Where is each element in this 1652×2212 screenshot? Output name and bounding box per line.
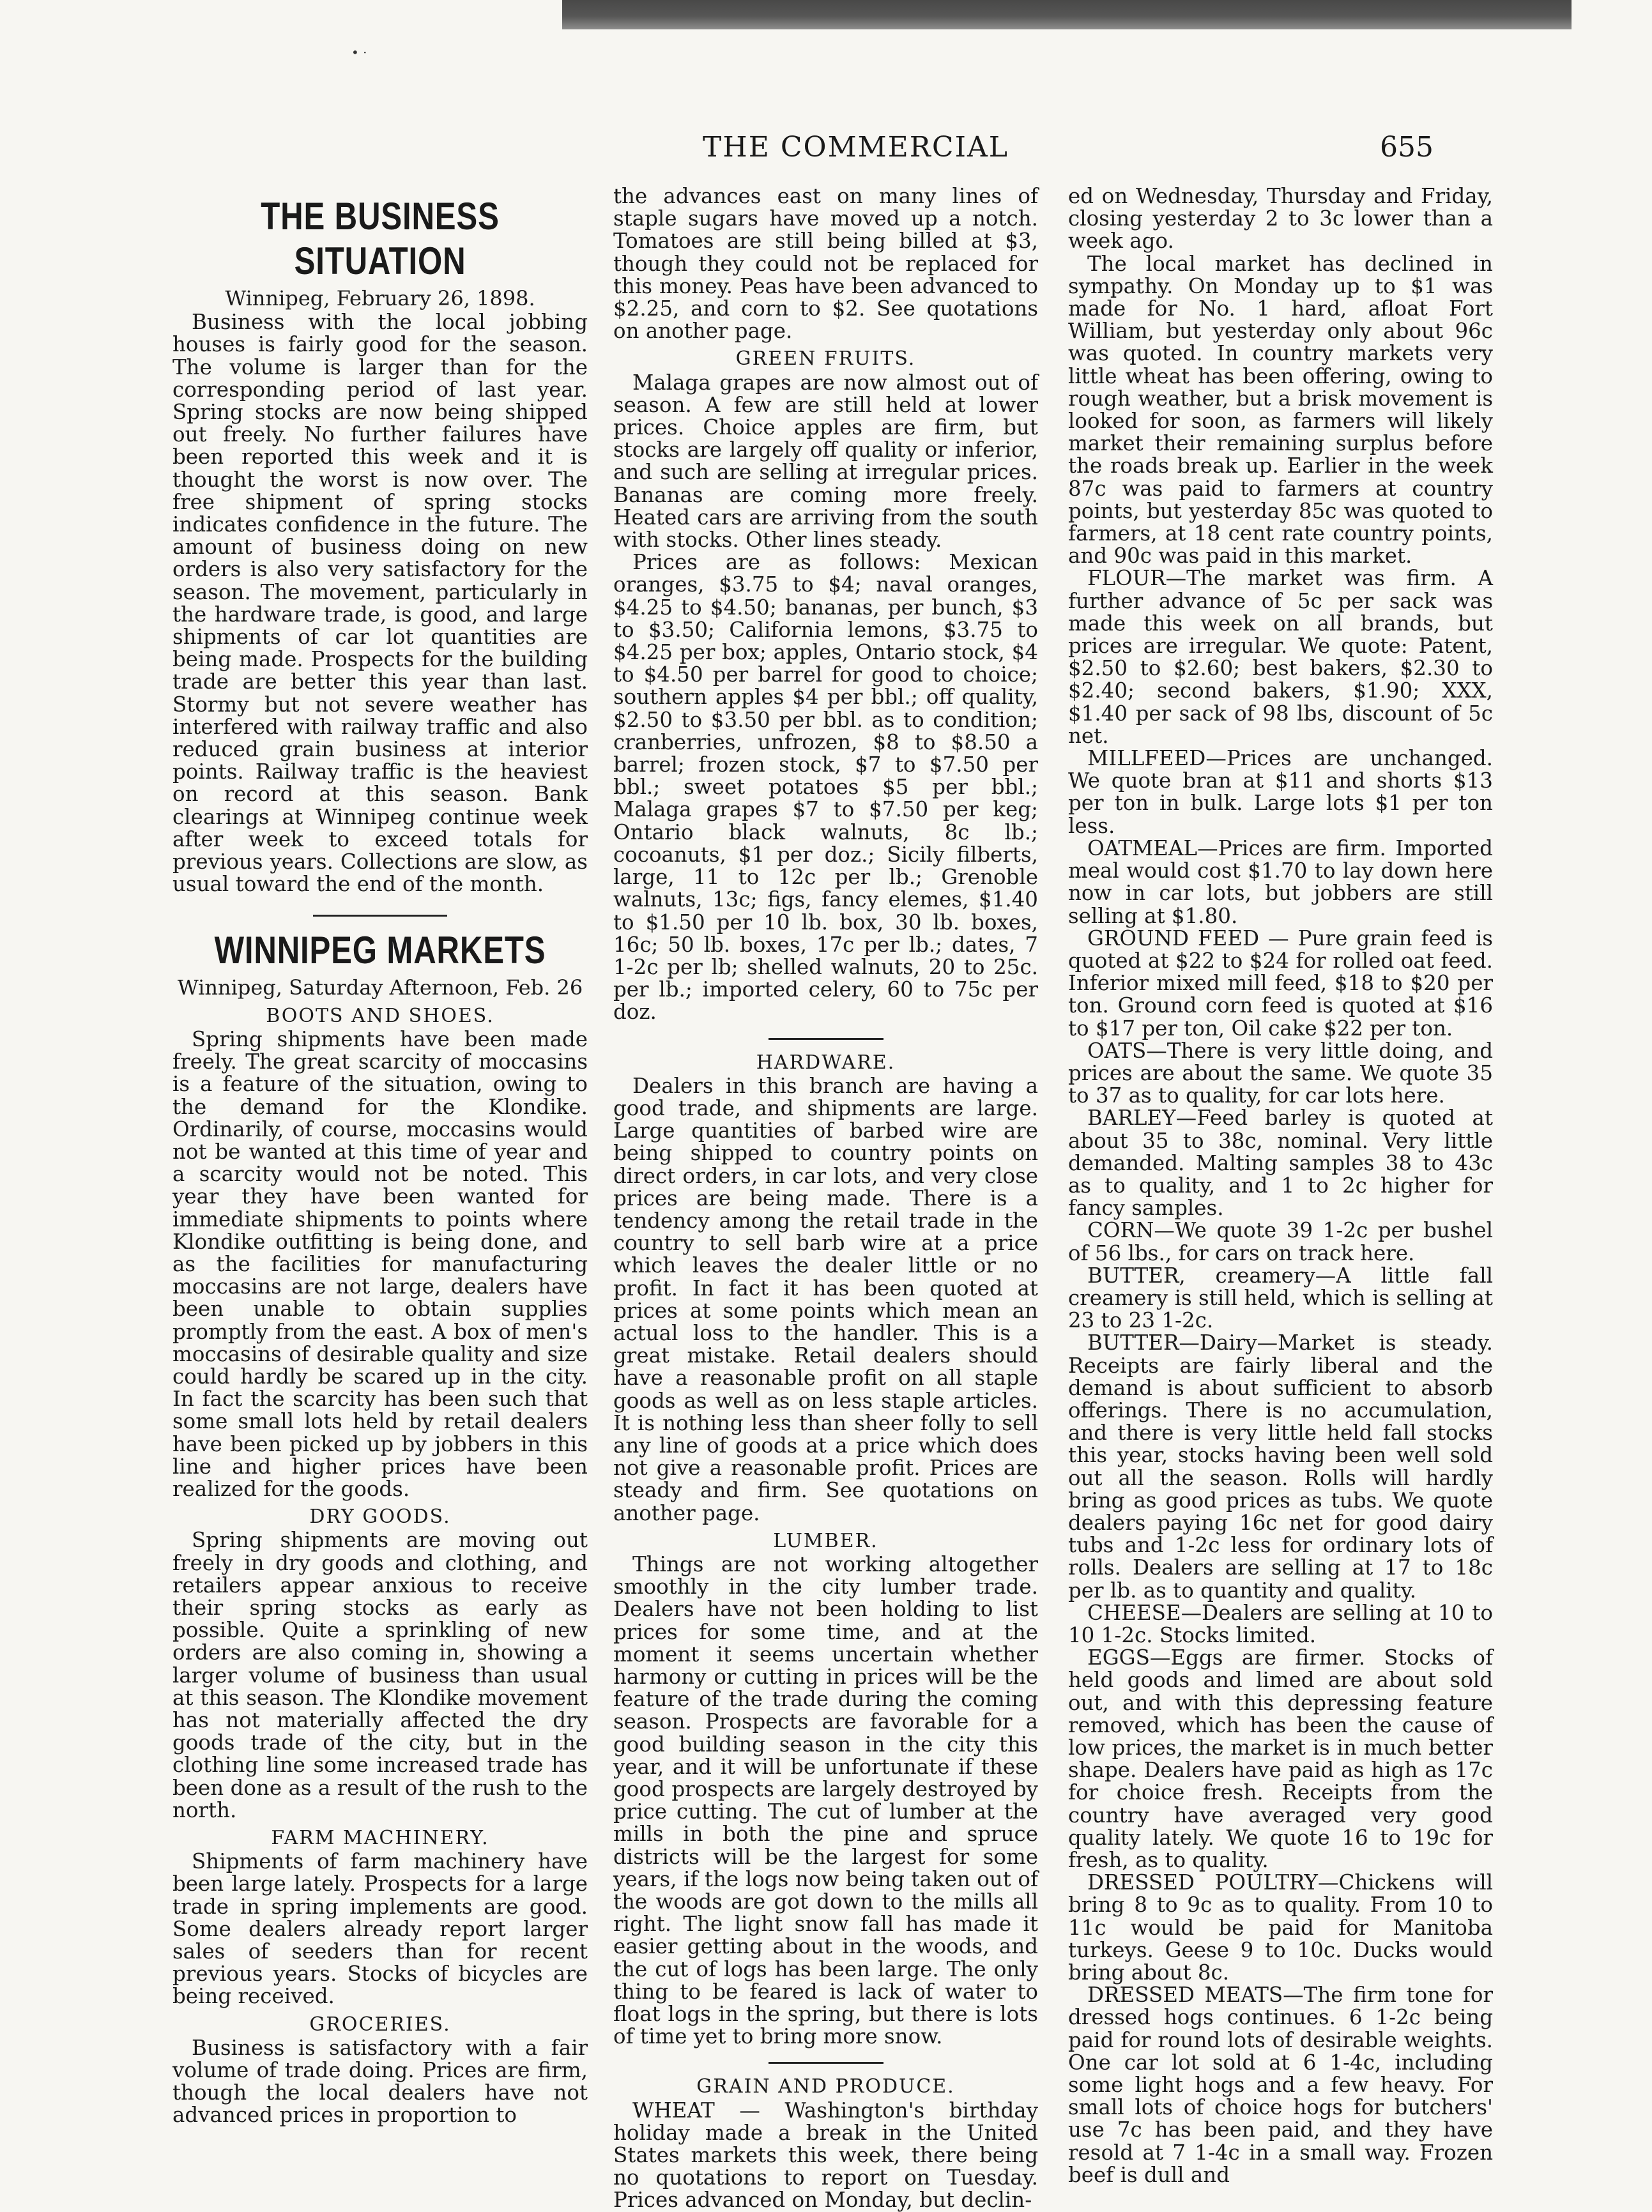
section-rule (769, 2062, 883, 2064)
boots-shoes-body: Spring shipments have been made freely. The great scarcity of moccasins is a feature of the situation, owing to the demand for the Klondike. Ordinarily, of course, moccasins would not be wanted at this time of year and a scarcity would not be noted. This year they have been wanted for immediate shipments to points where Klondike outfitting is being done, and as the facilities for manufacturing moccasins are not large, dealers have been unable to obtain supplies promptly from the east. A box of men's moccasins of desirable quality and size could hardly be scared up in the city. In fact the scarcity has been such that some small lots held by retail dealers have been picked up by jobbers in this line and higher prices have been realized for the goods. (172, 1026, 588, 1501)
groceries-body: Business is satisfactory with a fair volume of trade doing. Prices are firm, though the local dealers have not advanced prices in proportion to (172, 2035, 588, 2128)
groceries-continued: the advances east on many lines of staple sugars have moved up a notch. Tomatoes are still being billed at $3, though they could not be replaced for this money. Peas have been advanced to $2.25, and corn to $2. See quotations on another page. (613, 184, 1038, 344)
dry-goods-subheading: DRY GOODS. (309, 1506, 451, 1529)
hardware-body: Dealers in this branch are having a good trade, and shipments are large. Large quantities of barbed wire are being shipped to country points on direct orders, in car lots, and very close prices are being made. There is a tendency among the retail trade in the country to sell barb wire at a price which leaves the dealer little or no profit. In fact it has been quoted at prices at some points which mean an actual loss to the handler. This is a great mistake. Retail dealers should have a reasonable profit on all staple goods as well as on less staple articles. It is nothing less than sheer folly to sell any line of goods at a price which does not give a reasonable profit. Prices are steady and firm. See quotations on another page. (613, 1073, 1038, 1525)
green-fruits-subheading: GREEN FRUITS. (735, 347, 916, 370)
business-situation-heading: THE BUSINESS SITUATION (261, 195, 500, 282)
dressed-meats-body: DRESSED MEATS—The firm tone for dressed hogs continues. 6 1-2c being paid for round lots of desirable weights. One car lot sold at 6 1-4c, including some light hogs and a few heavy. For small lots of choice hogs for butchers' use 7c has been paid, and they have resold at 7 1-4c in a small way. Frozen beef is dull and (1068, 1983, 1493, 2187)
business-situation-dateline: Winnipeg, February 26, 1898. (225, 286, 535, 310)
section-rule (313, 915, 447, 917)
groceries-subheading: GROCERIES. (309, 2013, 451, 2036)
print-specks: • · (351, 45, 367, 60)
butter-creamery-body: BUTTER, creamery—A little fall creamery is still held, which is selling at 23 to 23 1-2c. (1068, 1263, 1493, 1333)
oatmeal-body: OATMEAL—Prices are firm. Imported meal would cost $1.70 to lay down here now in car lots, but jobbers are still selling at $1.80. (1068, 835, 1493, 928)
dry-goods-body: Spring shipments are moving out freely in dry goods and clothing, and retailers appear anxious to receive their spring stocks as early as possible. Quite a sprinkling of new orders are also coming in, showing a larger volume of business than usual at this season. The Klondike movement has not materially affected the dry goods trade of the city, but in the clothing line some increased trade has been done as a result of the rush to the north. (172, 1528, 588, 1822)
top-scan-band (562, 0, 1572, 29)
green-fruits-prices: Prices are as follows: Mexican oranges, $3.75 to $4; naval oranges, $4.25 to $4.50; bananas, per bunch, $3 to $3.50; California lemons, $3.75 to $4.25 per box; apples, Ontario stock, $4 to $4.50 per barrel for good to choice; southern apples $4 per bbl.; off quality, $2.50 to $3.50 per bbl. as to condition; cranberries, unfrozen, $8 to $8.50 a barrel; frozen stock, $7 to $7.50 per bbl.; sweet potatoes $5 per bbl.; Malaga grapes $7 to $7.50 per keg; Ontario black walnuts, 8c lb.; cocoanuts, $1 per doz.; Sicily filberts, large, 11 to 12c per lb.; Grenoble walnuts, 13c; figs, fancy elemes, $1.40 to $1.50 per 10 lb. box, 30 lb. boxes, 16c; 50 lb. boxes, 17c per lb.; dates, 7 1-2c per lb; shelled walnuts, 20 to 25c. per lb.; imported celery, 60 to 75c per doz. (613, 550, 1038, 1025)
running-title: THE COMMERCIAL (703, 131, 1009, 164)
wheat-body: WHEAT — Washington's birthday holiday made a break in the United States markets this week, there being no quotations to report on Tuesday. Prices advanced on Monday, but declin- (613, 2098, 1038, 2212)
column-1 (172, 185, 588, 2144)
eggs-body: EGGS—Eggs are firmer. Stocks of held goods and limed are about sold out, and with this depressing feature removed, which has been the cause of low prices, the market is in much better shape. Dealers have paid as high as 17c for choice fresh. Receipts from the country have averaged very good quality lately. We quote 16 to 19c for fresh, as to quality. (1068, 1645, 1493, 1873)
dressed-poultry-body: DRESSED POULTRY—Chickens will bring 8 to 9c as to quality. From 10 to 11c would be paid for Manitoba turkeys. Geese 9 to 10c. Ducks would bring about 8c. (1068, 1870, 1493, 1985)
corn-body: CORN—We quote 39 1-2c per bushel of 56 lbs., for cars on track here. (1068, 1218, 1493, 1265)
page-number: 655 (1380, 131, 1434, 164)
boots-shoes-subheading: BOOTS AND SHOES. (266, 1004, 494, 1027)
oats-body: OATS—There is very little doing, and prices are about the same. We quote 35 to 37 as to quality, for car lots here. (1068, 1038, 1493, 1108)
column-2 (613, 184, 1038, 2212)
grain-produce-subheading: GRAIN AND PRODUCE. (696, 2075, 955, 2098)
green-fruits-body: Malaga grapes are now almost out of season. A few are still held at lower prices. Choice apples are firm, but stocks are largely off quality or inferior, and such are selling at irregular prices. Bananas are coming more freely. Heated cars are arriving from the south with stocks. Other lines steady. (613, 370, 1038, 553)
lumber-body: Things are not working altogether smoothly in the city lumber trade. Dealers have not been holding to list prices for some time, and at the moment it seems uncertain whether harmony or cutting in prices will be the feature of the trade during the coming season. Prospects are favorable for a good building season in the city this year, and it will be unfortunate if these good prospects are largely destroyed by price cutting. The cut of lumber at the mills in both the pine and spruce districts will be the largest for some years, if the logs now being taken out of the woods are got down to the mills all right. The light snow fall has made it easier getting about in the woods, and the cut of logs has been large. The only thing to be feared is lack of water to float logs in the spring, but there is lots of time yet to bring more snow. (613, 1552, 1038, 2049)
farm-machinery-body: Shipments of farm machinery have been large lately. Prospects for a large trade in spring implements are good. Some dealers already report larger sales of seeders than for recent previous years. Stocks of bicycles are being received. (172, 1849, 588, 2009)
ground-feed-body: GROUND FEED — Pure grain feed is quoted at $22 to $24 for rolled oat feed. Inferior mixed mill feed, $18 to $20 per ton. Ground corn feed is quoted at $16 to $17 per ton, Oil cake $22 per ton. (1068, 926, 1493, 1041)
business-situation-body: Business with the local jobbing houses is fairly good for the season. The volume is larger than for the corresponding period of last year. Spring stocks are now being shipped out freely. No further failures have been reported this week and it is thought the worst is now over. The free shipment of spring stocks indicates confidence in the future. The amount of business doing on new orders is also very satisfactory for the season. The movement, particularly in the hardware trade, is good, and large shipments of car lot quantities are being made. Prospects for the building trade are better this year than last. Stormy but not severe weather has interfered with railway traffic and also reduced grain business at interior points. Railway traffic is the heaviest on record at this season. Bank clearings at Winnipeg continue week after week to exceed totals for previous years. Collections are slow, as usual toward the end of the month. (172, 310, 588, 897)
cheese-body: CHEESE—Dealers are selling at 10 to 10 1-2c. Stocks limited. (1068, 1600, 1493, 1647)
winnipeg-markets-heading: WINNIPEG MARKETS (214, 929, 546, 972)
farm-machinery-subheading: FARM MACHINERY. (271, 1827, 489, 1849)
lumber-subheading: LUMBER. (773, 1529, 878, 1552)
wheat-continued: ed on Wednesday, Thursday and Friday, closing yesterday 2 to 3c lower than a week ago. (1068, 184, 1493, 254)
local-market-body: The local market has declined in sympathy. On Monday up to $1 was made for No. 1 hard, afloat Fort William, but yesterday only about 96c was quoted. In country markets very little wheat has been offering, owing to rough weather, but a brisk movement is looked for soon, as farmers will likely market their remaining surplus before the roads break up. Earlier in the week 87c was paid to farmers at country points, but yesterday 85c was quoted to farmers, at 18 cent rate country points, and 90c was paid in this market. (1068, 251, 1493, 568)
hardware-subheading: HARDWARE. (756, 1051, 896, 1074)
barley-body: BARLEY—Feed barley is quoted at about 35 to 38c, nominal. Very little demanded. Malting samples 38 to 43c as to quality, and 1 to 2c higher for fancy samples. (1068, 1106, 1493, 1221)
millfeed-body: MILLFEED—Prices are unchanged. We quote bran at $11 and shorts $13 per ton in bulk. Large lots $1 per ton less. (1068, 746, 1493, 838)
winnipeg-markets-dateline: Winnipeg, Saturday Afternoon, Feb. 26 (177, 975, 583, 1000)
column-3 (1068, 184, 1493, 2187)
butter-dairy-body: BUTTER—Dairy—Market is steady. Receipts are fairly liberal and the demand is about sufficient to absorb offerings. There is no accumulation, and there is very little held fall stocks this year, stocks having been well sold out all the season. Rolls will hardly bring as good prices as tubs. We quote dealers paying 16c net for good dairy tubs and 1-2c less for ordinary lots of rolls. Dealers are selling at 17 to 18c per lb. as to quantity and quality. (1068, 1331, 1493, 1603)
flour-body: FLOUR—The market was firm. A further advance of 5c per sack was made this week on all brands, but prices are irregular. We quote: Patent, $2.50 to $2.60; best bakers, $2.30 to $2.40; second bakers, $1.90; XXX, $1.40 per sack of 98 lbs, discount of 5c net. (1068, 566, 1493, 748)
page-header (0, 131, 1652, 169)
section-rule (769, 1038, 883, 1040)
